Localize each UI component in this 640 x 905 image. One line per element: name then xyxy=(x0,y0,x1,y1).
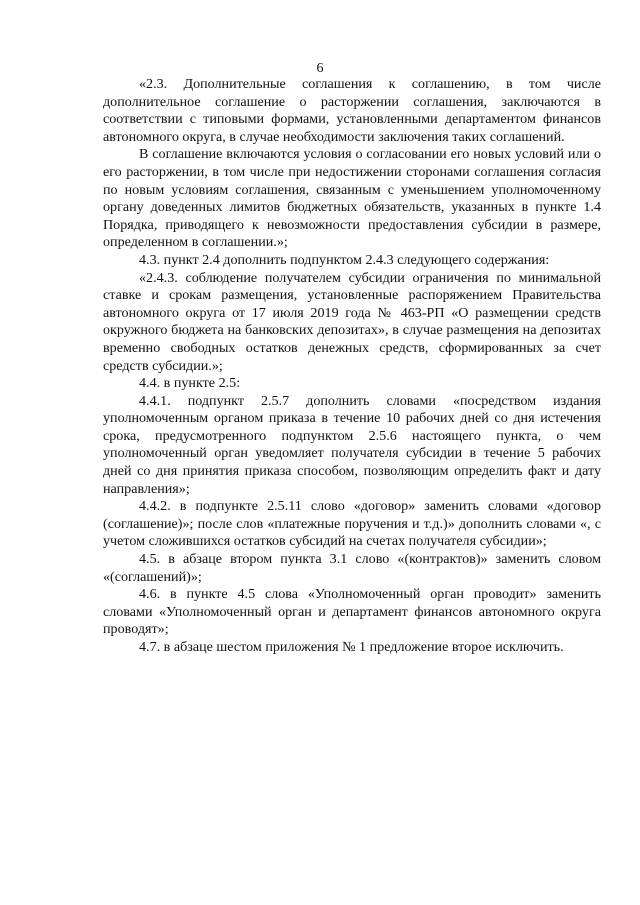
paragraph-4-3: 4.3. пункт 2.4 дополнить подпунктом 2.4.3 следующего содержания: xyxy=(139,251,550,268)
paragraph-4-4: 4.4. в пункте 2.5: xyxy=(139,375,241,392)
paragraph-4-5: 4.5. в абзаце втором пункта 3.1 слово «(контрактов)» заменить словом «(соглашений)»; xyxy=(103,551,601,585)
paragraph-agreement-conditions: В соглашение включаются условия о согласовании его новых условий или о его расторжении, в том числе при недостижении сторонами соглашения согласия по новым условиям соглашения, связанным с уменьшением уполномоченному органу доведенных лимитов бюджетных обязательств, указанных в пункте 1.4 Порядка, приводящего к невозможности предоставления субсидии в размере, определенном в соглашении.»; xyxy=(103,146,601,251)
paragraph-4-4-2: 4.4.2. в подпункте 2.5.11 слово «договор» заменить словами «договор (соглашение)»; после слов «платежные поручения и т.д.)» дополнить словами «, с учетом сложившихся остатков субсидий на счетах получателя субсидии»; xyxy=(103,498,601,550)
paragraph-2-3: «2.3. Дополнительные соглашения к соглашению, в том числе дополнительное соглашение о расторжении соглашения, заключаются в соответствии с типовыми формами, установленными департаментом финансов автономного округа, в случае необходимости заключения таких соглашений. xyxy=(103,76,601,145)
paragraph-4-7: 4.7. в абзаце шестом приложения № 1 предложение второе исключить. xyxy=(139,639,564,655)
document-body xyxy=(103,76,601,657)
paragraph-2-4-3: «2.4.3. соблюдение получателем субсидии ограничения по минимальной ставке и срокам размещения, установленные распоряжением Правительства автономного округа от 17 июля 2019 года № 463-РП «О размещении средств окружного бюджета на банковских депозитах», в случае размещения на депозитах временно свободных остатков денежных средств, сформированных за счет средств субсидии.»; xyxy=(103,269,601,374)
page-number: 6 xyxy=(316,61,324,76)
paragraph-4-4-1: 4.4.1. подпункт 2.5.7 дополнить словами «посредством издания уполномоченным органом приказа в течение 10 рабочих дней со дня истечения срока, предусмотренного подпунктом 2.5.6 настоящего пункта, о чем уполномоченный орган уведомляет получателя субсидии в течение 5 рабочих дней со дня принятия приказа способом, позволяющим определить факт и дату направления»; xyxy=(103,392,601,497)
paragraph-4-6: 4.6. в пункте 4.5 слова «Уполномоченный орган проводит» заменить словами «Уполномоченный орган и департамент финансов автономного округа проводят»; xyxy=(103,586,601,638)
